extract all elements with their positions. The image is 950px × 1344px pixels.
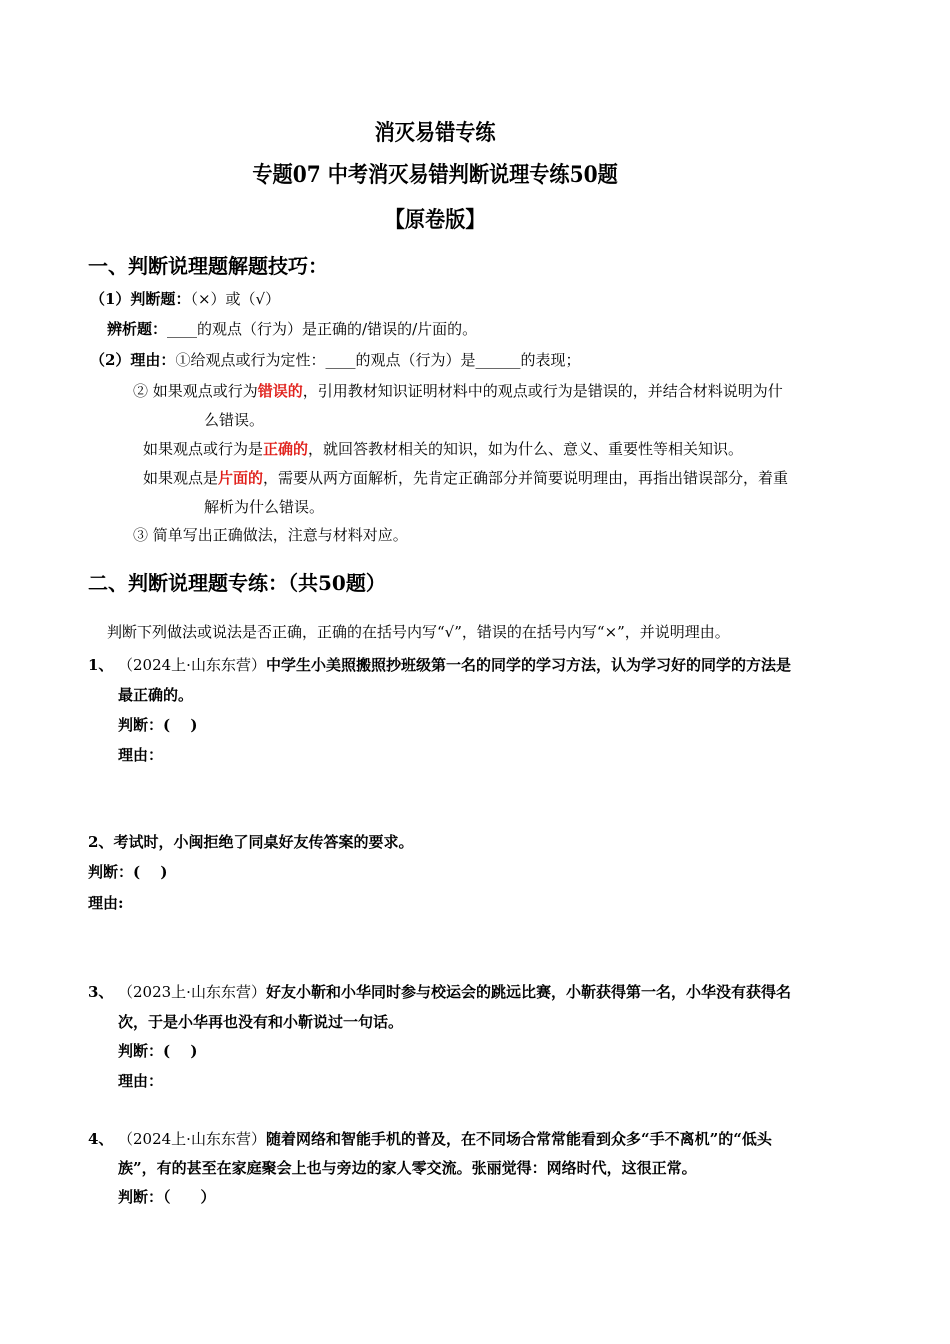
- section2-heading: 二、判断说理题专练：（共50题）: [88, 571, 386, 595]
- question-2-number: 2、: [88, 833, 114, 851]
- tip-analysis-text: ____的观点（行为）是正确的/错误的/片面的。: [167, 320, 478, 338]
- tip-correct: [143, 438, 743, 459]
- tip-partial-post: ，需要从两方面解析，先肯定正确部分并简要说明理由，再指出错误部分，着重: [263, 469, 789, 487]
- question-4-number: 4、: [88, 1130, 114, 1148]
- question-4-line2: 族”，有的甚至在家庭聚会上也与旁边的家人零交流。张丽觉得：网络时代，这很正常。: [118, 1159, 697, 1177]
- tip-practice: ③ 简单写出正确做法，注意与材料对应。: [133, 526, 408, 544]
- tip-reason-label: （2）理由：: [90, 351, 176, 369]
- question-1-text: 中学生小美照搬照抄班级第一名的同学的学习方法，认为学习好的同学的方法是: [265, 656, 791, 674]
- question-1-reason[interactable]: 理由：: [118, 746, 164, 764]
- tip-judge: [90, 288, 280, 309]
- question-4-text: 随着网络和智能手机的普及，在不同场合常常能看到众多“手不离机”的“低头: [265, 1130, 772, 1148]
- tip-wrong: [133, 380, 783, 401]
- section1-heading: 一、判断说理题解题技巧：: [88, 254, 328, 278]
- document-subtitle: 专题07 中考消灭易错判断说理专练50题: [252, 162, 618, 188]
- tip-wrong-post: ，引用教材知识证明材料中的观点或行为是错误的，并结合材料说明为什: [302, 382, 783, 400]
- tip-partial-pre: 如果观点是: [143, 469, 219, 487]
- question-4-line1: [118, 1128, 772, 1149]
- question-1-judge[interactable]: 判断：( ): [118, 716, 198, 734]
- question-2-reason[interactable]: 理由:: [88, 894, 124, 912]
- document-title: 消灭易错专练: [374, 120, 496, 146]
- tip-partial: [143, 467, 788, 488]
- document-edition: 【原卷版】: [384, 207, 486, 233]
- question-2-judge[interactable]: 判断：( ): [88, 863, 168, 881]
- tip-correct-highlight: 正确的: [263, 440, 309, 458]
- question-4-source: （2024上·山东东营）: [118, 1130, 266, 1148]
- tip-analysis-label: 辨析题：: [107, 320, 168, 338]
- tip-wrong-cont: 么错误。: [204, 411, 265, 429]
- tip-partial-cont: 解析为什么错误。: [204, 498, 325, 516]
- question-3-line1: [118, 981, 791, 1002]
- section2-instruction: 判断下列做法或说法是否正确，正确的在括号内写“√”，错误的在括号内写“×”，并说明理由。: [107, 623, 730, 641]
- question-3-judge[interactable]: 判断：( ): [118, 1042, 198, 1060]
- tip-correct-post: ，就回答教材相关的知识，如为什么、意义、重要性等相关知识。: [308, 440, 744, 458]
- tip-correct-pre: 如果观点或行为是: [143, 440, 264, 458]
- question-1-line1: [118, 654, 791, 675]
- tip-analysis: [107, 318, 477, 339]
- tip-judge-text: （×）或（√）: [190, 290, 281, 308]
- tip-reason-text: ①给观点或行为定性：____的观点（行为）是______的表现；: [175, 351, 581, 369]
- question-1-line2: 最正确的。: [118, 686, 194, 704]
- tip-wrong-highlight: 错误的: [257, 382, 303, 400]
- question-1-number: 1、: [88, 656, 114, 674]
- question-4-judge[interactable]: 判断：（ ）: [118, 1188, 216, 1206]
- question-2-text: 考试时，小闽拒绝了同桌好友传答案的要求。: [113, 833, 414, 851]
- question-3-source: （2023上·山东东营）: [118, 983, 266, 1001]
- question-3-text: 好友小靳和小华同时参与校运会的跳远比赛，小靳获得第一名，小华没有获得名: [265, 983, 791, 1001]
- question-3-reason[interactable]: 理由：: [118, 1072, 164, 1090]
- tip-partial-highlight: 片面的: [218, 469, 264, 487]
- question-3-line2: 次，于是小华再也没有和小靳说过一句话。: [118, 1013, 404, 1031]
- tip-reason: [90, 349, 580, 370]
- question-2-line1: [88, 831, 413, 852]
- question-1-source: （2024上·山东东营）: [118, 656, 266, 674]
- tip-wrong-pre: ② 如果观点或行为: [133, 382, 258, 400]
- tip-judge-label: （1）判断题：: [90, 290, 191, 308]
- question-3-number: 3、: [88, 983, 114, 1001]
